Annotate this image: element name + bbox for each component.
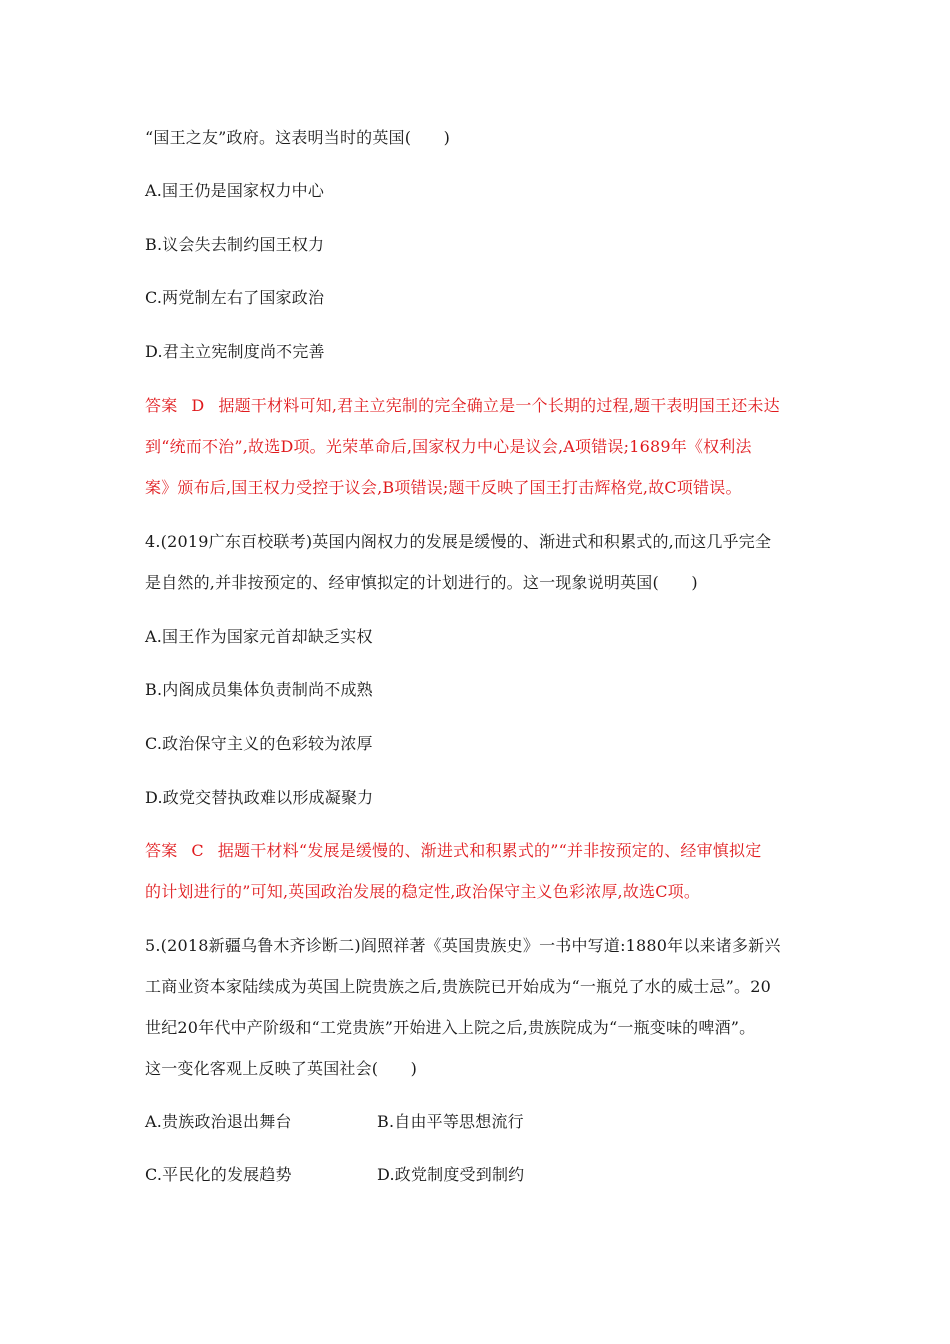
q4-stem-line-2: 是自然的,并非按预定的、经审慎拟定的计划进行的。这一现象说明英国( ) bbox=[145, 573, 698, 592]
q4-option-d: D.政党交替执政难以形成凝聚力 bbox=[145, 788, 374, 807]
q5-stem-line-2: 工商业资本家陆续成为英国上院贵族之后,贵族院已开始成为“一瓶兑了水的威士忌”。20 bbox=[145, 977, 772, 996]
q5-options-row-1 bbox=[145, 1111, 524, 1133]
q3-answer-label: 答案 bbox=[145, 396, 178, 415]
q5-stem-line-3: 世纪20年代中产阶级和“工党贵族”开始进入上院之后,贵族院成为“一瓶变味的啤酒”。 bbox=[145, 1018, 756, 1037]
q3-option-d: D.君主立宪制度尚不完善 bbox=[145, 342, 325, 361]
q4-option-c: C.政治保守主义的色彩较为浓厚 bbox=[145, 734, 373, 753]
q4-answer-line-1 bbox=[145, 840, 761, 862]
q5-option-b: B.自由平等思想流行 bbox=[377, 1112, 524, 1131]
q4-option-a: A.国王作为国家元首却缺乏实权 bbox=[145, 627, 373, 646]
q3-answer-line-1 bbox=[145, 395, 780, 417]
q3-answer-line-3: 案》颁布后,国王权力受控于议会,B项错误;题干反映了国王打击辉格党,故C项错误。 bbox=[145, 478, 742, 497]
q5-options-row-2 bbox=[145, 1164, 525, 1186]
q3-option-a: A.国王仍是国家权力中心 bbox=[145, 181, 325, 200]
q4-answer-choice: C bbox=[191, 841, 204, 860]
q5-option-a: A.贵族政治退出舞台 bbox=[145, 1112, 292, 1131]
q4-stem-line-1: 4.(2019广东百校联考)英国内阁权力的发展是缓慢的、渐进式和积累式的,而这几乎完全 bbox=[145, 532, 772, 551]
q4-answer-text: 据题干材料“发展是缓慢的、渐进式和积累式的”“并非按预定的、经审慎拟定 bbox=[217, 841, 762, 860]
q3-answer-choice: D bbox=[191, 396, 205, 415]
q5-stem-line-1: 5.(2018新疆乌鲁木齐诊断二)阎照祥著《英国贵族史》一书中写道:1880年以来诸多新兴 bbox=[145, 936, 781, 955]
q4-answer-line-2: 的计划进行的”可知,英国政治发展的稳定性,政治保守主义色彩浓厚,故选C项。 bbox=[145, 882, 701, 901]
q3-answer-text: 据题干材料可知,君主立宪制的完全确立是一个长期的过程,题干表明国王还未达 bbox=[218, 396, 780, 415]
q3-stem: “国王之友”政府。这表明当时的英国( ) bbox=[145, 128, 451, 147]
q5-stem-line-4: 这一变化客观上反映了英国社会( ) bbox=[145, 1059, 418, 1078]
q4-option-b: B.内阁成员集体负责制尚不成熟 bbox=[145, 680, 373, 699]
q5-option-c: C.平民化的发展趋势 bbox=[145, 1165, 292, 1184]
q3-answer-line-2: 到“统而不治”,故选D项。光荣革命后,国家权力中心是议会,A项错误;1689年《权利法 bbox=[145, 437, 752, 456]
q3-option-b: B.议会失去制约国王权力 bbox=[145, 235, 325, 254]
q5-option-d: D.政党制度受到制约 bbox=[377, 1165, 525, 1184]
q3-option-c: C.两党制左右了国家政治 bbox=[145, 288, 325, 307]
q4-answer-label: 答案 bbox=[145, 841, 178, 860]
